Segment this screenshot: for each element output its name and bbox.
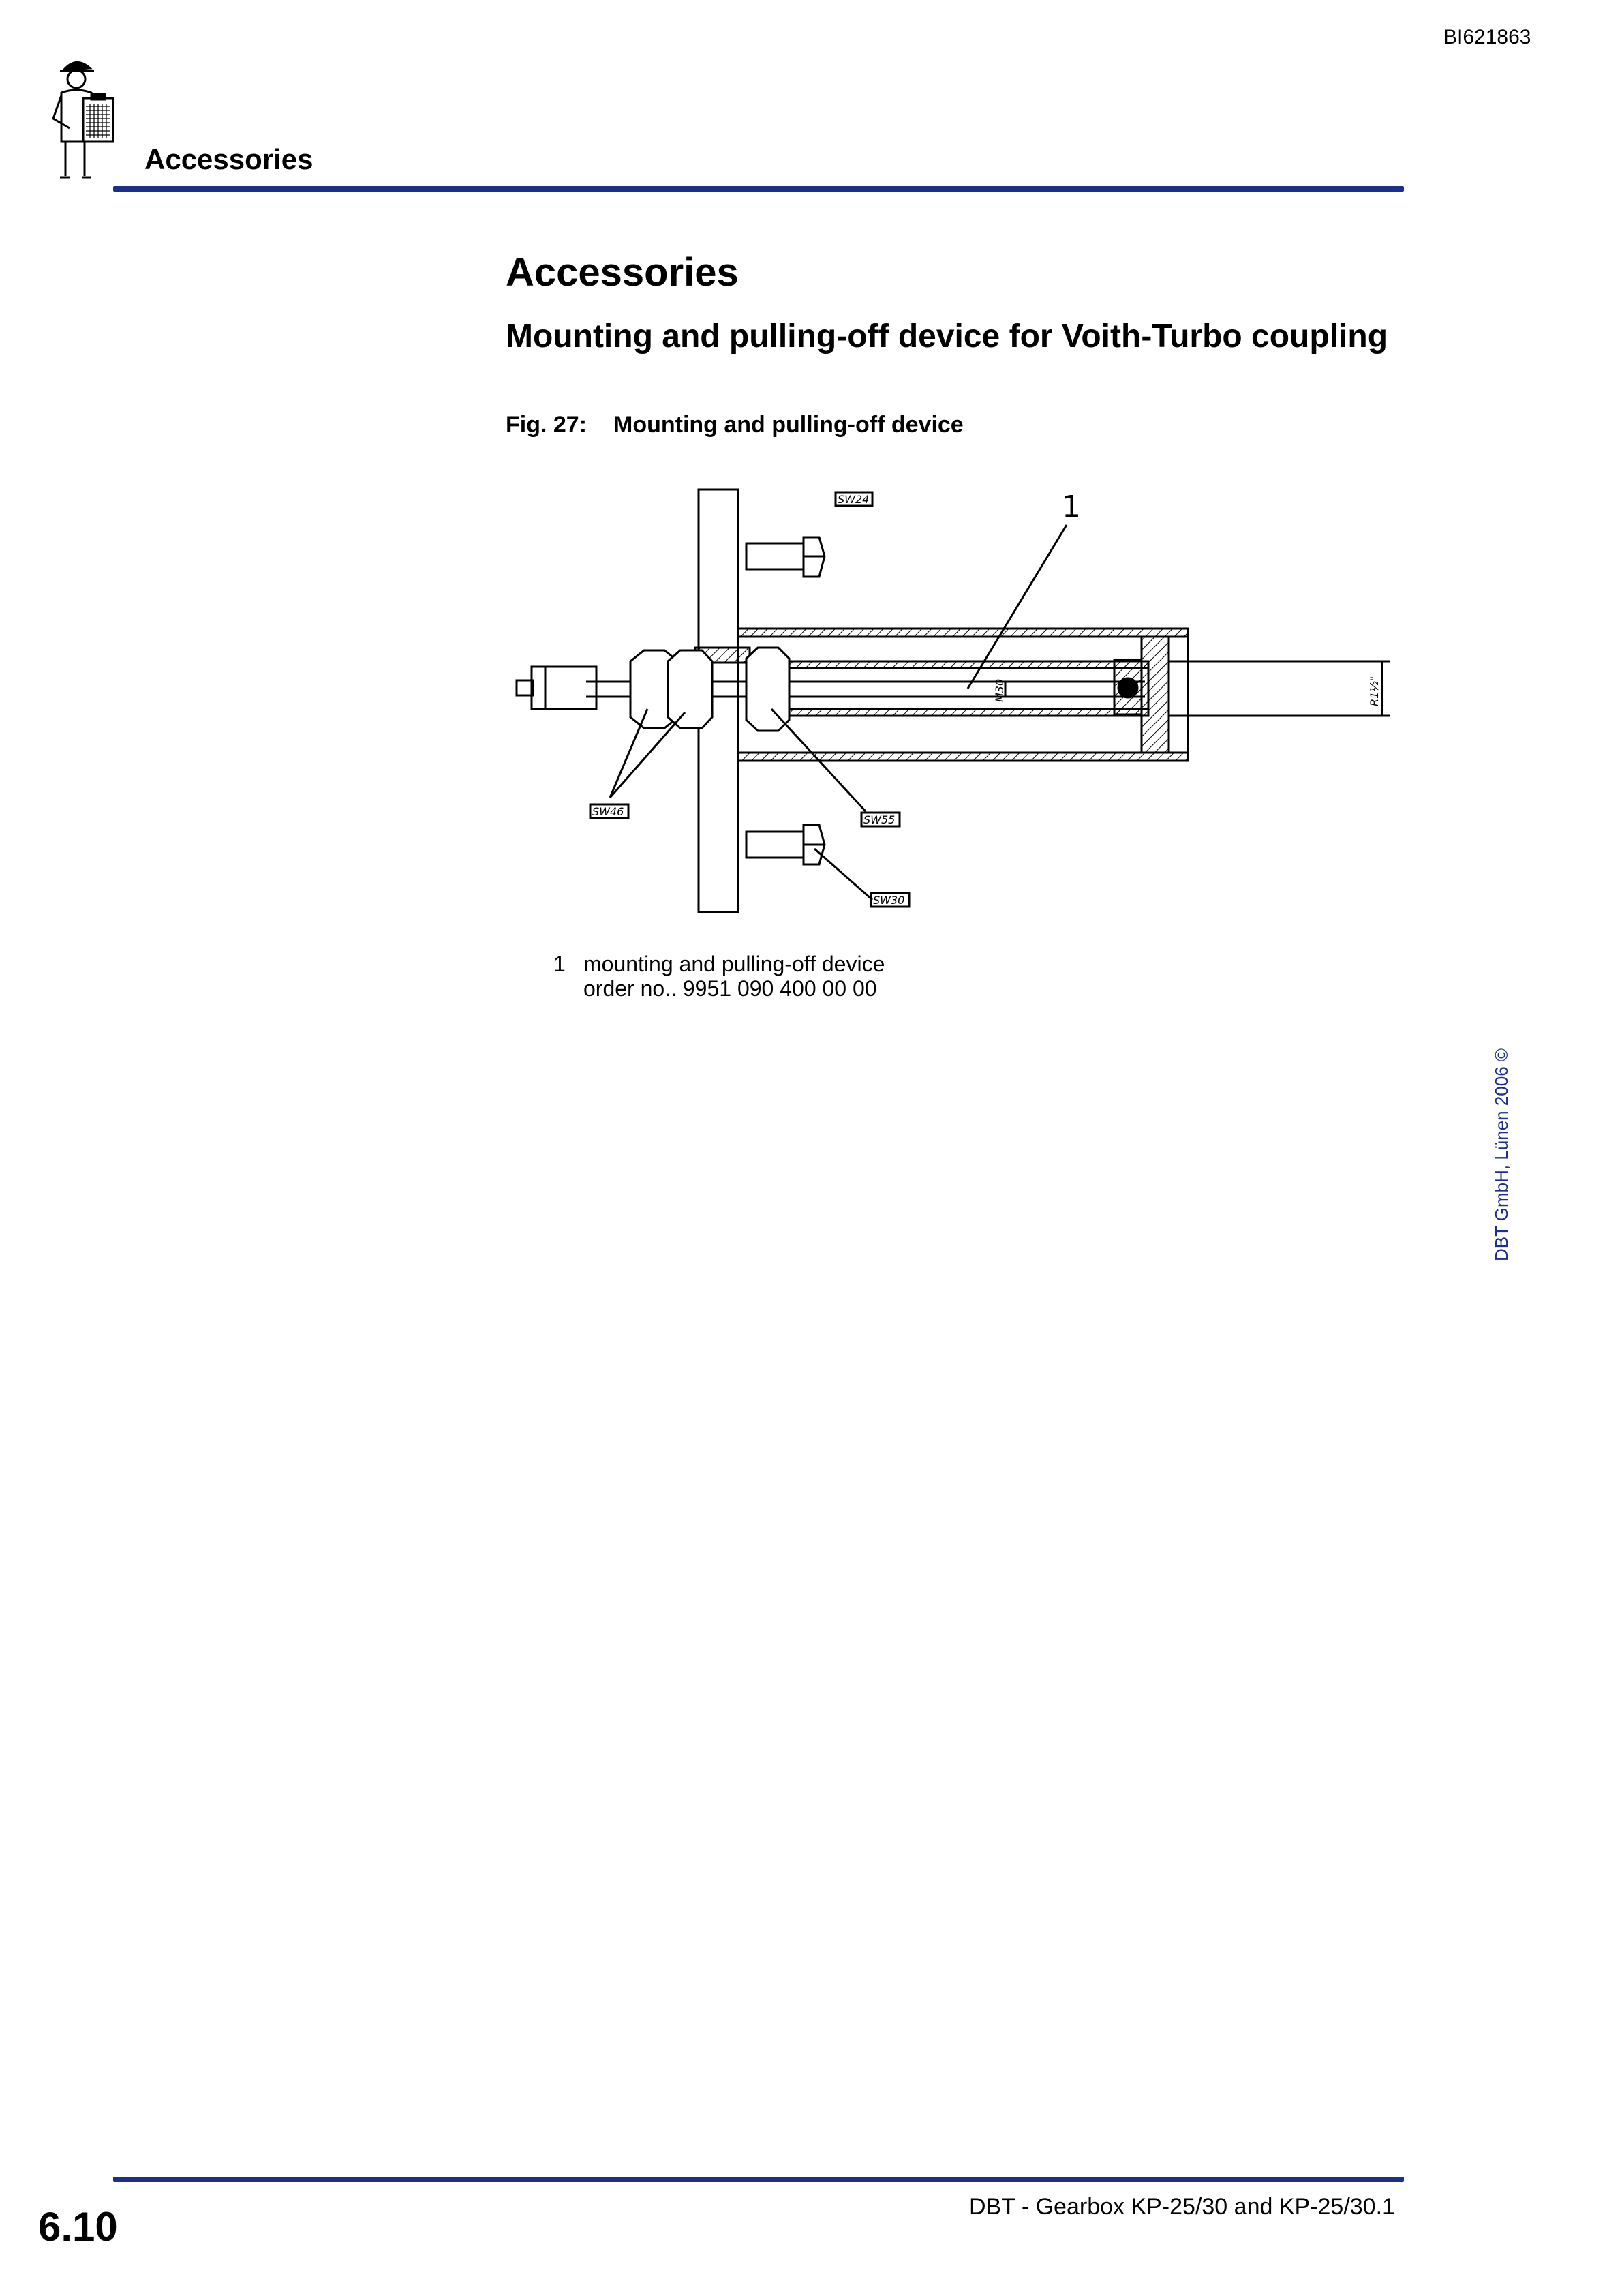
mounting-device-drawing [504,477,1411,927]
legend-item [553,952,885,1001]
worker-with-clipboard-icon [49,53,138,183]
section-subtitle: Mounting and pulling-off device for Voith-Turbo coupling [506,318,1388,354]
figure-caption [506,412,964,438]
legend-item-order-number: order no.. 9951 090 400 00 00 [583,976,877,1001]
label-m30: M30 [993,678,1006,702]
figure-caption-text: Mounting and pulling-off device [613,412,964,438]
label-sw46: SW46 [592,805,624,818]
label-sw24: SW24 [838,493,870,506]
footer-document-title: DBT - Gearbox KP-25/30 and KP-25/30.1 [969,2194,1395,2220]
figure-number: Fig. 27: [506,412,587,438]
legend-item-number: 1 [553,952,566,976]
header-rule [113,186,1404,192]
label-r1-half: R1½" [1368,676,1381,706]
running-header-title: Accessories [144,143,313,175]
copyright-notice: DBT GmbH, Lünen 2006 © [1491,1048,1512,1261]
label-sw30: SW30 [873,894,905,907]
footer-rule [113,2177,1404,2182]
label-item-1: 1 [1062,489,1081,524]
page-number: 6.10 [38,2204,118,2250]
document-id: BI621863 [1443,26,1531,48]
figure-legend [553,952,885,1001]
label-sw55: SW55 [863,813,896,826]
legend-item-description: mounting and pulling-off device [583,952,885,976]
section-title: Accessories [506,250,739,294]
